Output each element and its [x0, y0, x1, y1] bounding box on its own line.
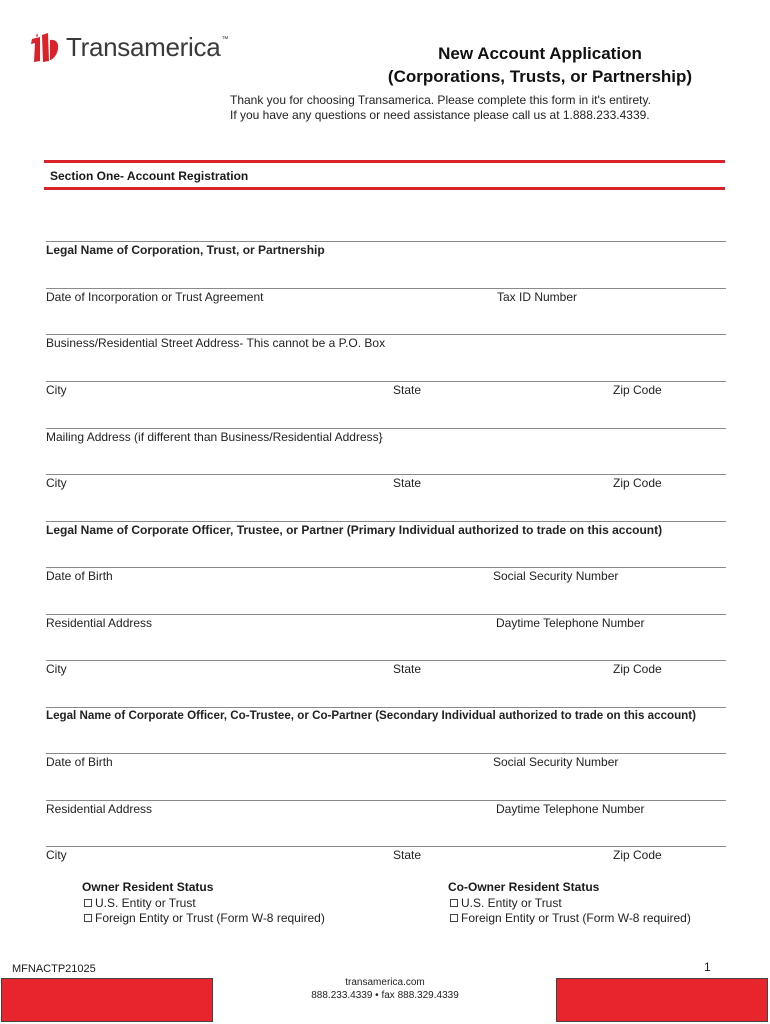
zip-label-4: Zip Code: [613, 848, 662, 862]
owner-us-entity-label: U.S. Entity or Trust: [95, 896, 196, 910]
zip-label-2: Zip Code: [613, 476, 662, 490]
checkbox[interactable]: [450, 899, 458, 907]
transamerica-logo-icon: [30, 31, 60, 63]
secondary-address-phone-field[interactable]: [46, 800, 726, 801]
transamerica-logo: [30, 30, 228, 64]
secondary-dob-ssn-field[interactable]: [46, 753, 726, 754]
coowner-resident-status-title: Co-Owner Resident Status: [448, 880, 600, 894]
secondary-residential-address-label: Residential Address: [46, 802, 153, 816]
owner-resident-status-title: Owner Resident Status: [82, 880, 214, 894]
form-code: MFNACTP21025: [12, 963, 96, 975]
city-label-1: City: [46, 383, 67, 397]
section-top-rule: [44, 160, 725, 163]
primary-dob-label: Date of Birth: [46, 569, 113, 583]
page-number: 1: [704, 960, 711, 974]
section-bottom-rule: [44, 187, 725, 190]
street-address-label: Business/Residential Street Address- This cannot be a P.O. Box: [46, 336, 386, 350]
city-label-3: City: [46, 662, 67, 676]
intro-line1: Thank you for choosing Transamerica. Please complete this form in it's entirety.: [230, 93, 651, 107]
city-state-zip-field-1[interactable]: [46, 381, 726, 382]
state-label-4: State: [393, 848, 422, 862]
incorporation-date-field[interactable]: [46, 288, 726, 289]
coowner-us-entity-option[interactable]: [450, 896, 562, 910]
city-state-zip-field-4[interactable]: [46, 846, 726, 847]
street-address-field[interactable]: [46, 334, 726, 335]
owner-foreign-entity-option[interactable]: [84, 911, 325, 925]
coowner-foreign-entity-option[interactable]: [450, 911, 691, 925]
primary-officer-label: Legal Name of Corporate Officer, Trustee, or Partner (Primary Individual authorized to trade on this account): [46, 523, 663, 537]
form-title-line1: New Account Application: [438, 44, 642, 63]
mailing-address-label: Mailing Address (if different than Business/Residential Address}: [46, 430, 383, 444]
primary-residential-address-label: Residential Address: [46, 616, 153, 630]
state-label-3: State: [393, 662, 422, 676]
city-state-zip-field-2[interactable]: [46, 474, 726, 475]
secondary-officer-field[interactable]: [46, 707, 726, 708]
incorporation-date-label: Date of Incorporation or Trust Agreement: [46, 290, 264, 304]
checkbox[interactable]: [450, 914, 458, 922]
city-label-2: City: [46, 476, 67, 490]
checkbox[interactable]: [84, 914, 92, 922]
owner-foreign-entity-label: Foreign Entity or Trust (Form W-8 required): [95, 911, 325, 925]
footer-red-block-right: [556, 978, 768, 1022]
tax-id-label: Tax ID Number: [497, 290, 578, 304]
city-state-zip-field-3[interactable]: [46, 660, 726, 661]
primary-dob-ssn-field[interactable]: [46, 567, 726, 568]
footer-red-block-left: [1, 978, 213, 1022]
intro-line2: If you have any questions or need assistance please call us at 1.888.233.4339.: [230, 108, 650, 122]
secondary-daytime-phone-label: Daytime Telephone Number: [496, 802, 645, 816]
checkbox[interactable]: [84, 899, 92, 907]
state-label-2: State: [393, 476, 422, 490]
form-title-line2: (Corporations, Trusts, or Partnership): [387, 67, 693, 86]
primary-officer-field[interactable]: [46, 521, 726, 522]
coowner-foreign-entity-label: Foreign Entity or Trust (Form W-8 required): [461, 911, 691, 925]
primary-daytime-phone-label: Daytime Telephone Number: [496, 616, 645, 630]
zip-label-1: Zip Code: [613, 383, 662, 397]
footer-contact: 888.233.4339 • fax 888.329.4339: [311, 990, 459, 1001]
primary-ssn-label: Social Security Number: [493, 569, 619, 583]
legal-name-field[interactable]: [46, 241, 726, 242]
coowner-us-entity-label: U.S. Entity or Trust: [461, 896, 562, 910]
legal-name-label: Legal Name of Corporation, Trust, or Partnership: [46, 243, 325, 257]
zip-label-3: Zip Code: [613, 662, 662, 676]
trademark-symbol: ™: [221, 35, 229, 43]
city-label-4: City: [46, 848, 67, 862]
section-one-title: Section One- Account Registration: [50, 169, 249, 183]
state-label-1: State: [393, 383, 422, 397]
secondary-dob-label: Date of Birth: [46, 755, 113, 769]
secondary-officer-label: Legal Name of Corporate Officer, Co-Trustee, or Co-Partner (Secondary Individual authorized to trade on this account): [46, 709, 696, 722]
primary-address-phone-field[interactable]: [46, 614, 726, 615]
footer-website: transamerica.com: [345, 977, 425, 988]
secondary-ssn-label: Social Security Number: [493, 755, 619, 769]
brand-name: Transamerica: [66, 31, 221, 62]
mailing-address-field[interactable]: [46, 428, 726, 429]
owner-us-entity-option[interactable]: [84, 896, 196, 910]
